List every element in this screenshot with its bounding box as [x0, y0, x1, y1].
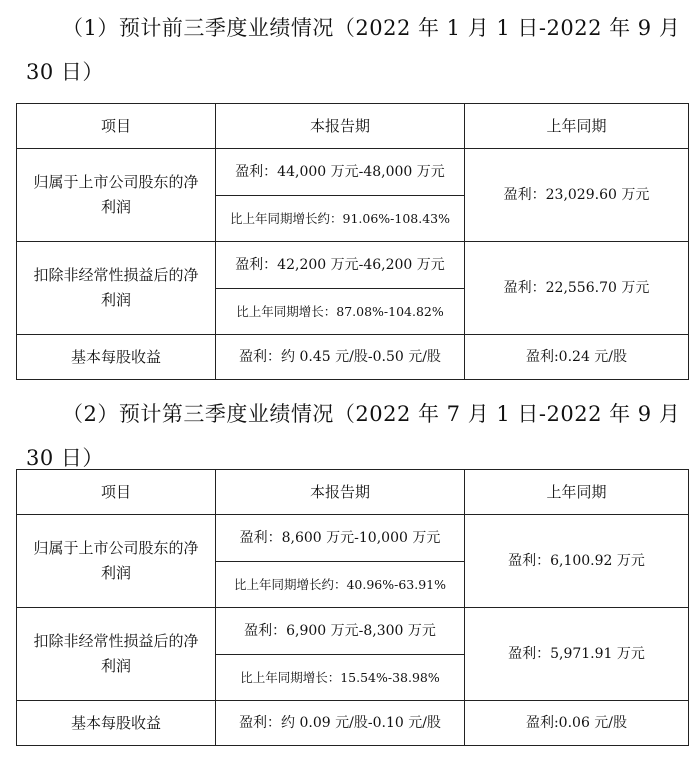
growth-value: 比上年同期增长：15.54%-38.98% — [216, 655, 465, 701]
section2-heading: （2）预计第三季度业绩情况（2022 年 7 月 1 日-2022 年 9 月 30 日） — [26, 402, 681, 470]
current-value: 盈利：约 0.45 元/股-0.50 元/股 — [216, 335, 465, 380]
prior-value: 盈利:0.24 元/股 — [465, 335, 689, 380]
table-row — [17, 515, 689, 562]
row-item: 基本每股收益 — [17, 701, 216, 746]
table-row — [17, 608, 689, 655]
header-current-period: 本报告期 — [216, 470, 465, 515]
row-item: 扣除非经常性损益后的净利润 — [17, 608, 216, 701]
table-header-row — [17, 470, 689, 515]
row-item: 基本每股收益 — [17, 335, 216, 380]
current-value: 盈利：44,000 万元-48,000 万元 — [216, 149, 465, 196]
header-item: 项目 — [17, 470, 216, 515]
table-row — [17, 149, 689, 196]
prior-value: 盈利：23,029.60 万元 — [465, 149, 689, 242]
table-row — [17, 701, 689, 746]
ytd-forecast-table — [16, 103, 689, 380]
table-row — [17, 335, 689, 380]
section1-heading: （1）预计前三季度业绩情况（2022 年 1 月 1 日-2022 年 9 月 30 日） — [26, 16, 681, 84]
growth-value: 比上年同期增长约：40.96%-63.91% — [216, 562, 465, 608]
header-prior-period: 上年同期 — [465, 470, 689, 515]
header-item: 项目 — [17, 104, 216, 149]
q3-forecast-table — [16, 469, 689, 746]
row-item: 归属于上市公司股东的净利润 — [17, 515, 216, 608]
header-current-period: 本报告期 — [216, 104, 465, 149]
current-value: 盈利：约 0.09 元/股-0.10 元/股 — [216, 701, 465, 746]
table-header-row — [17, 104, 689, 149]
table-row — [17, 242, 689, 289]
prior-value: 盈利：6,100.92 万元 — [465, 515, 689, 608]
prior-value: 盈利:0.06 元/股 — [465, 701, 689, 746]
row-item: 归属于上市公司股东的净利润 — [17, 149, 216, 242]
current-value: 盈利：6,900 万元-8,300 万元 — [216, 608, 465, 655]
growth-value: 比上年同期增长约：91.06%-108.43% — [216, 196, 465, 242]
row-item: 扣除非经常性损益后的净利润 — [17, 242, 216, 335]
current-value: 盈利：42,200 万元-46,200 万元 — [216, 242, 465, 289]
header-prior-period: 上年同期 — [465, 104, 689, 149]
growth-value: 比上年同期增长：87.08%-104.82% — [216, 289, 465, 335]
current-value: 盈利：8,600 万元-10,000 万元 — [216, 515, 465, 562]
prior-value: 盈利：5,971.91 万元 — [465, 608, 689, 701]
prior-value: 盈利：22,556.70 万元 — [465, 242, 689, 335]
